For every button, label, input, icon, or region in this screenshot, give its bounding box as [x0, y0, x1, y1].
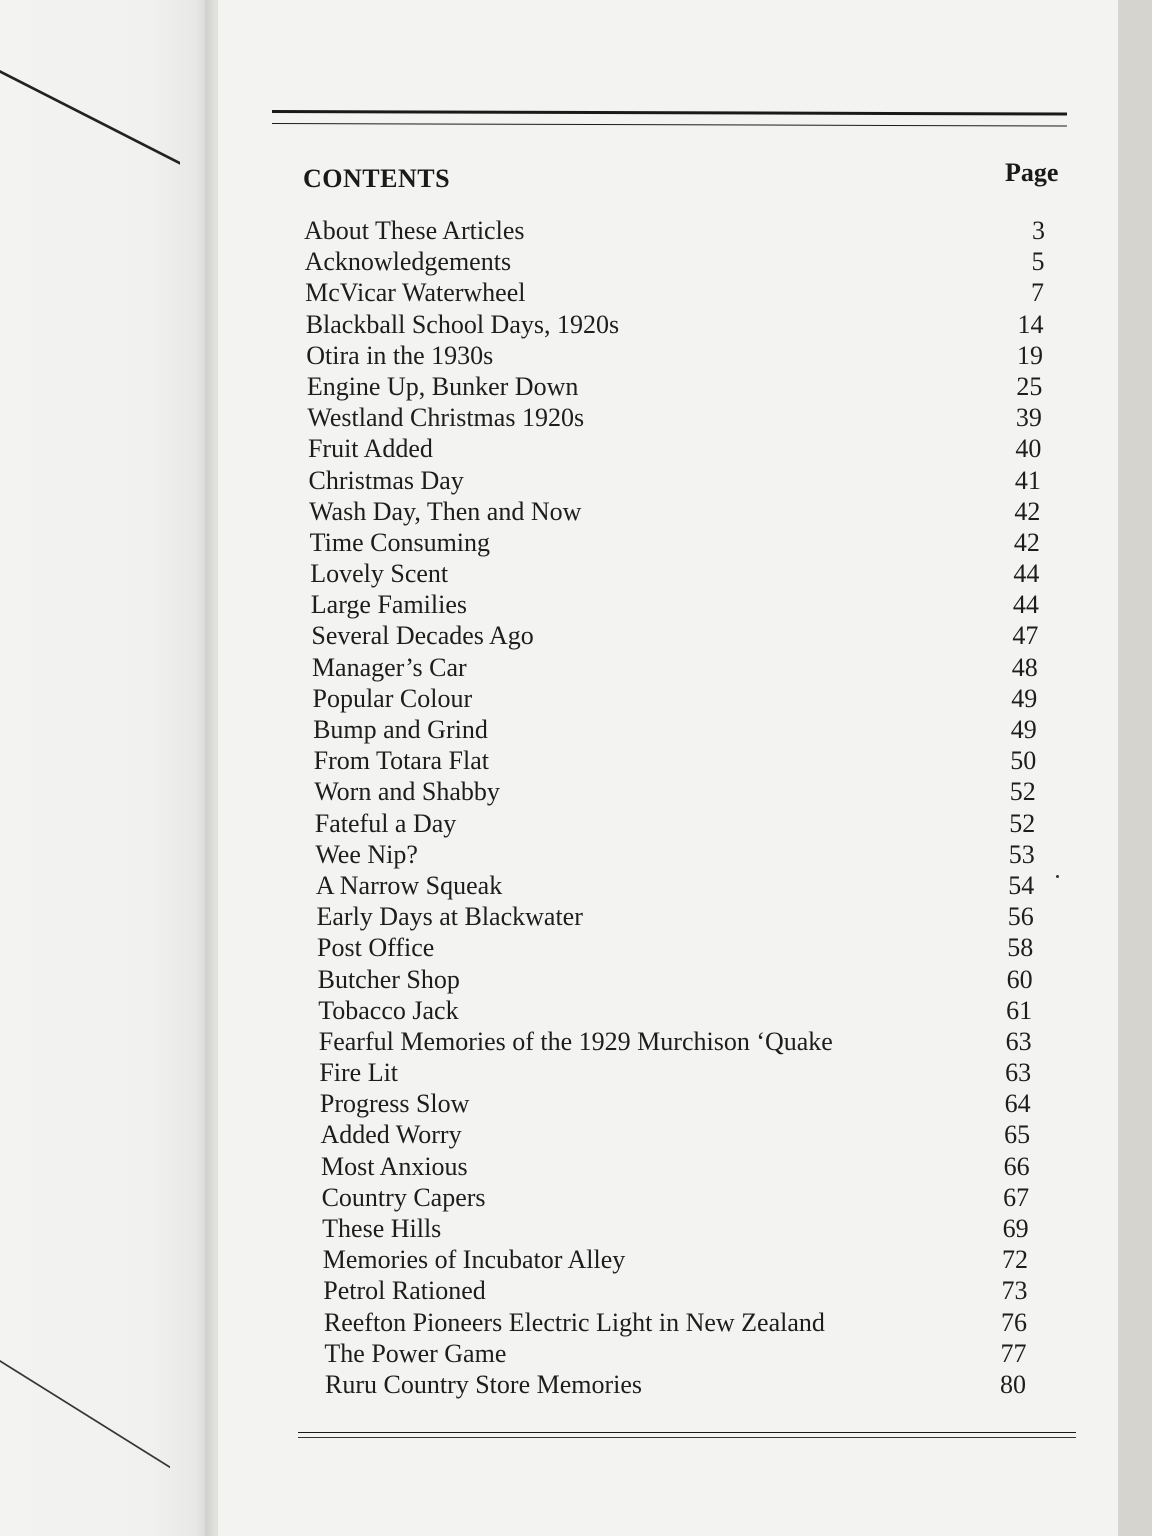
toc-entry-page-number: 52 — [1009, 808, 1036, 838]
toc-entry-title: Blackball School Days, 1920s — [305, 309, 620, 339]
toc-entry — [0, 310, 1152, 340]
toc-entry-page-number: 40 — [1015, 434, 1042, 464]
toc-entry-title: Manager’s Car — [311, 652, 467, 682]
toc-entry-title: Early Days at Blackwater — [316, 902, 583, 932]
toc-entry-page-number: 7 — [1030, 278, 1044, 308]
toc-entry-title: Lovely Scent — [310, 559, 449, 589]
toc-entry — [0, 434, 1152, 464]
page-column-heading: Page — [1005, 158, 1059, 187]
toc-entry — [0, 1183, 1152, 1213]
toc-entry-title: Fearful Memories of the 1929 Murchison ‘Quake — [318, 1026, 833, 1056]
toc-entry-title: About These Articles — [304, 216, 525, 245]
toc-entry-title: Fruit Added — [307, 434, 433, 464]
toc-entry-title: Christmas Day — [308, 465, 464, 495]
toc-entry — [0, 466, 1152, 496]
toc-entry — [0, 871, 1152, 901]
toc-entry-title: Worn and Shabby — [314, 777, 500, 807]
paper-speck — [1056, 875, 1059, 878]
toc-entry — [0, 497, 1152, 527]
toc-entry-page-number: 69 — [1002, 1214, 1029, 1244]
toc-entry — [0, 777, 1152, 807]
toc-entry-title: Popular Colour — [312, 683, 473, 713]
toc-entry-title: Otira in the 1930s — [306, 340, 494, 370]
toc-entry-page-number: 56 — [1007, 902, 1034, 932]
toc-entry-page-number: 72 — [1002, 1245, 1029, 1275]
toc-entry — [0, 684, 1152, 714]
toc-entry-title: Butcher Shop — [317, 964, 460, 994]
toc-entry-page-number: 49 — [1011, 683, 1038, 713]
toc-entry — [0, 965, 1152, 995]
toc-entry-page-number: 52 — [1009, 777, 1036, 807]
toc-entry — [0, 1027, 1152, 1057]
toc-entry — [0, 902, 1152, 932]
toc-entry-page-number: 80 — [1000, 1370, 1026, 1399]
toc-entry-page-number: 64 — [1004, 1089, 1031, 1119]
toc-entry — [0, 1370, 1152, 1400]
toc-entry — [0, 809, 1152, 839]
toc-entry — [0, 933, 1152, 963]
toc-entry-title: Added Worry — [320, 1120, 462, 1150]
toc-entry-page-number: 44 — [1013, 559, 1040, 589]
toc-entry — [0, 559, 1152, 589]
toc-entry — [0, 216, 1152, 246]
toc-entry-page-number: 44 — [1012, 590, 1039, 620]
toc-entry-title: Several Decades Ago — [311, 621, 534, 651]
toc-entry-page-number: 3 — [1032, 216, 1045, 245]
toc-entry — [0, 746, 1152, 776]
toc-entry — [0, 840, 1152, 870]
toc-entry — [0, 372, 1152, 402]
toc-entry — [0, 653, 1152, 683]
toc-entry-page-number: 50 — [1010, 746, 1037, 776]
toc-entry-title: Large Families — [310, 590, 467, 620]
toc-entry-title: From Totara Flat — [313, 746, 489, 776]
toc-entry — [0, 341, 1152, 371]
toc-entry-title: Memories of Incubator Alley — [322, 1245, 626, 1275]
toc-entry-title: Acknowledgements — [304, 247, 512, 277]
toc-entry-title: A Narrow Squeak — [315, 870, 503, 900]
toc-entry-page-number: 63 — [1005, 1026, 1032, 1056]
toc-entry-page-number: 47 — [1012, 621, 1039, 651]
toc-entry — [0, 996, 1152, 1026]
toc-entry-page-number: 14 — [1017, 309, 1044, 339]
toc-entry-page-number: 49 — [1010, 715, 1037, 745]
toc-entry-title: McVicar Waterwheel — [305, 278, 526, 308]
toc-entry-title: Ruru Country Store Memories — [325, 1370, 643, 1399]
toc-entry-title: Tobacco Jack — [318, 995, 459, 1025]
toc-entry-page-number: 77 — [1000, 1338, 1027, 1368]
toc-entry-page-number: 48 — [1011, 652, 1038, 682]
toc-entry-page-number: 25 — [1016, 371, 1043, 401]
toc-entry-title: Wee Nip? — [315, 839, 418, 869]
toc-entry — [0, 278, 1152, 308]
toc-entry — [0, 1214, 1152, 1244]
toc-entry — [0, 1089, 1152, 1119]
toc-entry — [0, 590, 1152, 620]
toc-entry — [0, 1120, 1152, 1150]
toc-entry-page-number: 54 — [1008, 870, 1035, 900]
toc-entry-page-number: 42 — [1014, 496, 1041, 526]
toc-entry-title: Most Anxious — [321, 1151, 468, 1181]
toc-entry-title: Petrol Rationed — [323, 1276, 486, 1306]
toc-entry-page-number: 76 — [1001, 1307, 1028, 1337]
toc-entry-page-number: 60 — [1006, 964, 1033, 994]
toc-entry — [0, 528, 1152, 558]
toc-entry — [0, 621, 1152, 651]
toc-entry-title: Fateful a Day — [314, 808, 457, 838]
toc-entry — [0, 1276, 1152, 1306]
toc-entry-page-number: 66 — [1003, 1151, 1030, 1181]
toc-entry-page-number: 73 — [1001, 1276, 1028, 1306]
toc-entry — [0, 715, 1152, 745]
toc-entry-page-number: 58 — [1007, 933, 1034, 963]
toc-entry-page-number: 63 — [1005, 1058, 1032, 1088]
toc-entry — [0, 1339, 1152, 1369]
toc-entry-title: Post Office — [317, 933, 435, 963]
toc-entry-page-number: 41 — [1014, 465, 1041, 495]
toc-entry-title: Fire Lit — [319, 1058, 399, 1088]
toc-entry — [0, 403, 1152, 433]
toc-entry-title: Engine Up, Bunker Down — [306, 371, 579, 401]
toc-entry-page-number: 61 — [1006, 995, 1033, 1025]
toc-entry-title: Country Capers — [321, 1182, 486, 1212]
toc-entry-title: Bump and Grind — [313, 715, 488, 745]
toc-entry — [0, 1245, 1152, 1275]
toc-entry-page-number: 39 — [1015, 403, 1042, 433]
toc-entry-title: Reefton Pioneers Electric Light in New Zealand — [323, 1307, 825, 1337]
toc-entry-title: Time Consuming — [309, 527, 491, 557]
toc-entry-page-number: 67 — [1003, 1182, 1030, 1212]
toc-entry — [0, 1152, 1152, 1182]
toc-entry-title: Progress Slow — [319, 1089, 470, 1119]
toc-entry-title: These Hills — [322, 1214, 442, 1244]
toc-entry — [0, 247, 1152, 277]
toc-entry-title: The Power Game — [324, 1338, 507, 1368]
toc-entry-page-number: 42 — [1013, 527, 1040, 557]
toc-entry-page-number: 53 — [1008, 839, 1035, 869]
toc-entry-page-number: 5 — [1031, 247, 1045, 277]
toc-entry-page-number: 65 — [1004, 1120, 1031, 1150]
toc-entry — [0, 1058, 1152, 1088]
toc-entry-page-number: 19 — [1016, 340, 1043, 370]
toc-entry — [0, 1308, 1152, 1338]
toc-entry-title: Wash Day, Then and Now — [309, 496, 582, 526]
toc-entry-title: Westland Christmas 1920s — [307, 403, 585, 433]
contents-heading: CONTENTS — [303, 164, 451, 193]
